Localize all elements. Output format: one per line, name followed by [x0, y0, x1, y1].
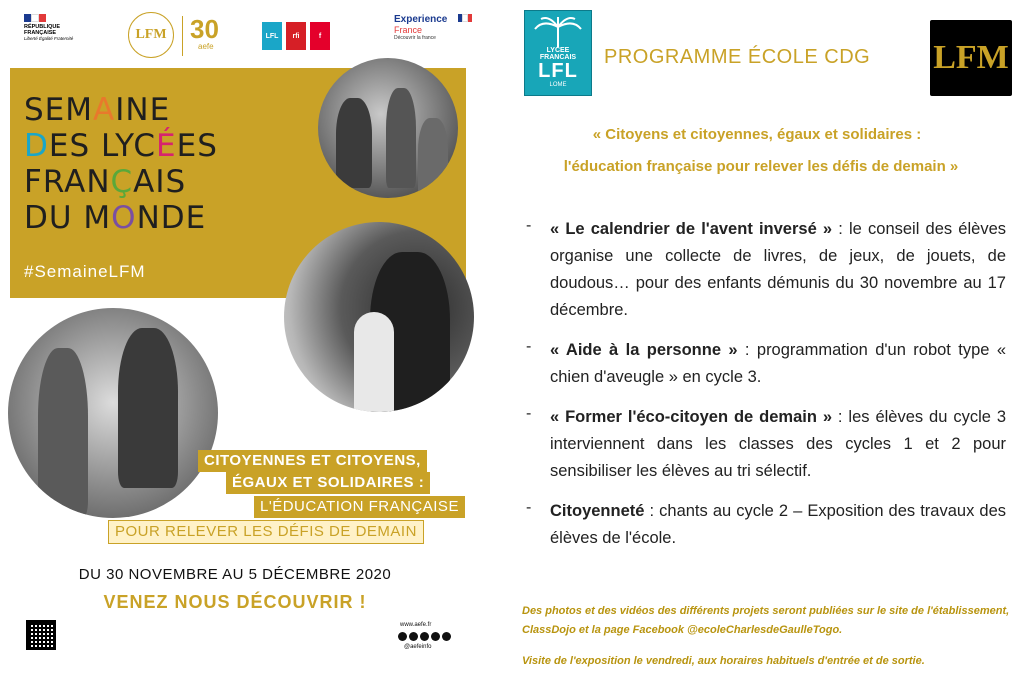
title-line-3: FRANÇAIS [24, 164, 187, 200]
poster-title [24, 92, 218, 236]
lfl-lome-logo [524, 10, 592, 96]
qr-code-icon [26, 620, 56, 650]
lfl-city: LOME [549, 82, 567, 88]
item-text [550, 337, 1006, 391]
item-text [550, 404, 1006, 485]
lfl-line1: LYCEE [546, 47, 570, 54]
aefe-30-logo [190, 16, 246, 60]
call-to-action: VENEZ NOUS DÉCOUVRIR ! [103, 592, 367, 612]
aefe-website: www.aefe.fr [400, 622, 432, 628]
social-icons [398, 632, 451, 641]
palm-tree-icon [525, 11, 591, 47]
program-item [526, 337, 1006, 391]
footer-publication-note: Des photos et des vidéos des différents projets seront publiées sur le site de l'établissement, ClassDojo et la page Facebook @ecoleCharlesdeGaulleTogo. [522, 605, 1010, 636]
theme-quote-line1: « Citoyens et citoyennes, égaux et solidaires : [592, 126, 922, 143]
students-running-photo [318, 58, 458, 198]
aefe-30-number: 30 [190, 14, 219, 44]
rf-logo-motto: Liberté Égalité Fraternité [24, 36, 74, 41]
rf-logo-text: RÉPUBLIQUE FRANÇAISE [24, 24, 61, 36]
item-body: : le conseil des élèves organise une collecte de livres, de jeux, de jouets, de doudous… pour des enfants démunis du 30 novembre au 17 décembre. [550, 220, 1006, 319]
rfi-logo: rfi [286, 22, 306, 50]
slogan-line-3: L'ÉDUCATION FRANÇAISE [254, 496, 465, 518]
title-line-4: DU MONDE [24, 200, 207, 236]
twitter-icon [409, 632, 418, 641]
item-dash: - [526, 405, 532, 422]
lfl-small-logo: LFL [262, 22, 282, 50]
partner-logo-bar [0, 6, 490, 66]
event-dates: DU 30 NOVEMBRE AU 5 DÉCEMBRE 2020 [78, 566, 392, 583]
children-photo [8, 308, 218, 518]
item-text [550, 216, 1006, 324]
program-item [526, 404, 1006, 485]
theme-quote-line2: l'éducation française pour relever les défis de demain » [563, 158, 959, 175]
program-panel [490, 0, 1024, 683]
item-dash: - [526, 499, 532, 516]
item-heading: Citoyenneté [550, 502, 645, 520]
linkedin-icon [442, 632, 451, 641]
lfl-big: LFL [538, 60, 578, 82]
aefe-logo-text: aefe [198, 42, 214, 51]
footer-exhibition-note: Visite de l'exposition le vendredi, aux horaires habituels d'entrée et de sortie. [522, 655, 925, 667]
item-heading: « Le calendrier de l'avent inversé » [550, 220, 833, 238]
lfm-logo: LFM [930, 20, 1012, 96]
logo-divider [182, 16, 183, 56]
poster-hashtag: #SemaineLFM [24, 262, 146, 281]
experience-france-tagline: Découvrir la france [394, 35, 436, 41]
aefe-handle: @aefeinfo [404, 644, 432, 650]
student-speaking-photo [284, 222, 474, 412]
instagram-icon [420, 632, 429, 641]
slogan-line-2: ÉGAUX ET SOLIDAIRES : [226, 472, 430, 494]
facebook-icon [398, 632, 407, 641]
item-text [550, 498, 1006, 552]
program-items [526, 216, 1006, 565]
item-dash: - [526, 338, 532, 355]
item-body: : les élèves du cycle 3 interviennent dans les classes des cycles 1 et 2 pour sensibiliser les élèves au tri sélectif. [550, 408, 1007, 480]
mini-french-flag-icon [458, 14, 472, 22]
program-item [526, 216, 1006, 324]
lfl-line2: FRANCAIS [539, 54, 577, 61]
program-item [526, 498, 1006, 552]
slogan-line-1: CITOYENNES ET CITOYENS, [198, 450, 427, 472]
france-media-logo: f [310, 22, 330, 50]
event-poster [0, 0, 490, 683]
item-heading: « Aide à la personne » [550, 341, 738, 359]
media-partner-logos [262, 22, 330, 50]
title-line-2: DES LYCÉES [24, 128, 218, 164]
item-heading: « Former l'éco-citoyen de demain » [550, 408, 833, 426]
lfm-seal-logo: LFM [128, 12, 174, 58]
program-title: PROGRAMME ÉCOLE CDG [604, 46, 871, 68]
republique-francaise-logo [24, 14, 84, 41]
french-flag-icon [24, 14, 46, 22]
youtube-icon [431, 632, 440, 641]
title-line-1: SEMAINE [24, 92, 171, 128]
item-dash: - [526, 217, 532, 234]
experience-france-line1: Experience [394, 14, 448, 25]
item-body: : programmation d'un robot type « chien d'aveugle » en cycle 3. [550, 341, 1006, 386]
experience-france-line2: France [394, 25, 423, 35]
slogan-line-4: POUR RELEVER LES DÉFIS DE DEMAIN [108, 520, 424, 544]
item-body: : chants au cycle 2 – Exposition des travaux des élèves de l'école. [550, 502, 1006, 547]
